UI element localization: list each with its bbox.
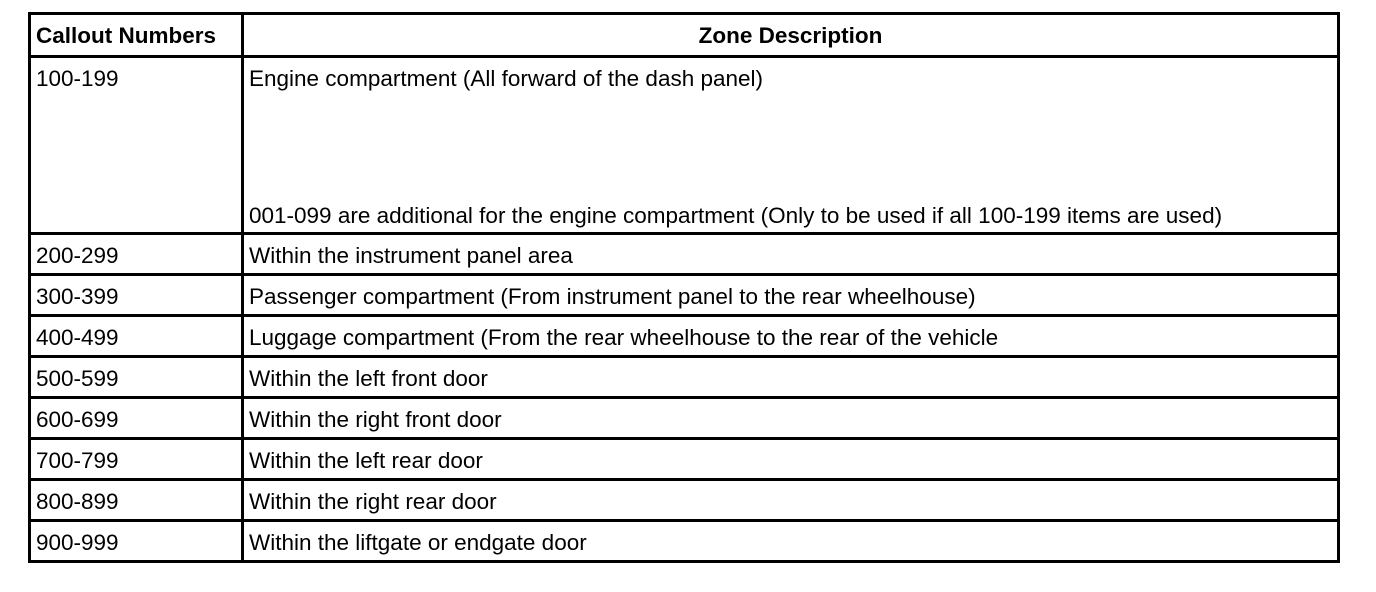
callout-cell: 100-199 (31, 58, 244, 235)
callout-cell: 800-899 (31, 481, 244, 522)
description-cell: Within the right rear door (244, 481, 1340, 522)
description-cell: Luggage compartment (From the rear wheelhouse to the rear of the vehicle (244, 317, 1340, 358)
callout-cell: 900-999 (31, 522, 244, 563)
description-cell: Within the right front door (244, 399, 1340, 440)
table-row (31, 235, 1340, 276)
zone-callout-table (28, 12, 1340, 563)
callout-cell: 400-499 (31, 317, 244, 358)
description-cell: Passenger compartment (From instrument panel to the rear wheelhouse) (244, 276, 1340, 317)
description-note: 001-099 are additional for the engine compartment (Only to be used if all 100-199 items are used) (249, 203, 1223, 228)
callout-cell: 300-399 (31, 276, 244, 317)
table-row (31, 358, 1340, 399)
callout-cell: 200-299 (31, 235, 244, 276)
callout-cell: 500-599 (31, 358, 244, 399)
table-row (31, 399, 1340, 440)
description-cell: Within the instrument panel area (244, 235, 1340, 276)
callout-cell: 600-699 (31, 399, 244, 440)
table-row (31, 481, 1340, 522)
description-cell: Within the left rear door (244, 440, 1340, 481)
table-row (31, 58, 1340, 235)
table-row (31, 317, 1340, 358)
header-zone-description: Zone Description (244, 15, 1340, 58)
description-text: Engine compartment (All forward of the dash panel) (249, 66, 764, 91)
table-header-row (31, 15, 1340, 58)
table-row (31, 276, 1340, 317)
description-cell: Within the liftgate or endgate door (244, 522, 1340, 563)
table-row (31, 522, 1340, 563)
header-callout-numbers: Callout Numbers (31, 15, 244, 58)
table-row (31, 440, 1340, 481)
callout-cell: 700-799 (31, 440, 244, 481)
description-cell (244, 58, 1340, 235)
description-cell: Within the left front door (244, 358, 1340, 399)
